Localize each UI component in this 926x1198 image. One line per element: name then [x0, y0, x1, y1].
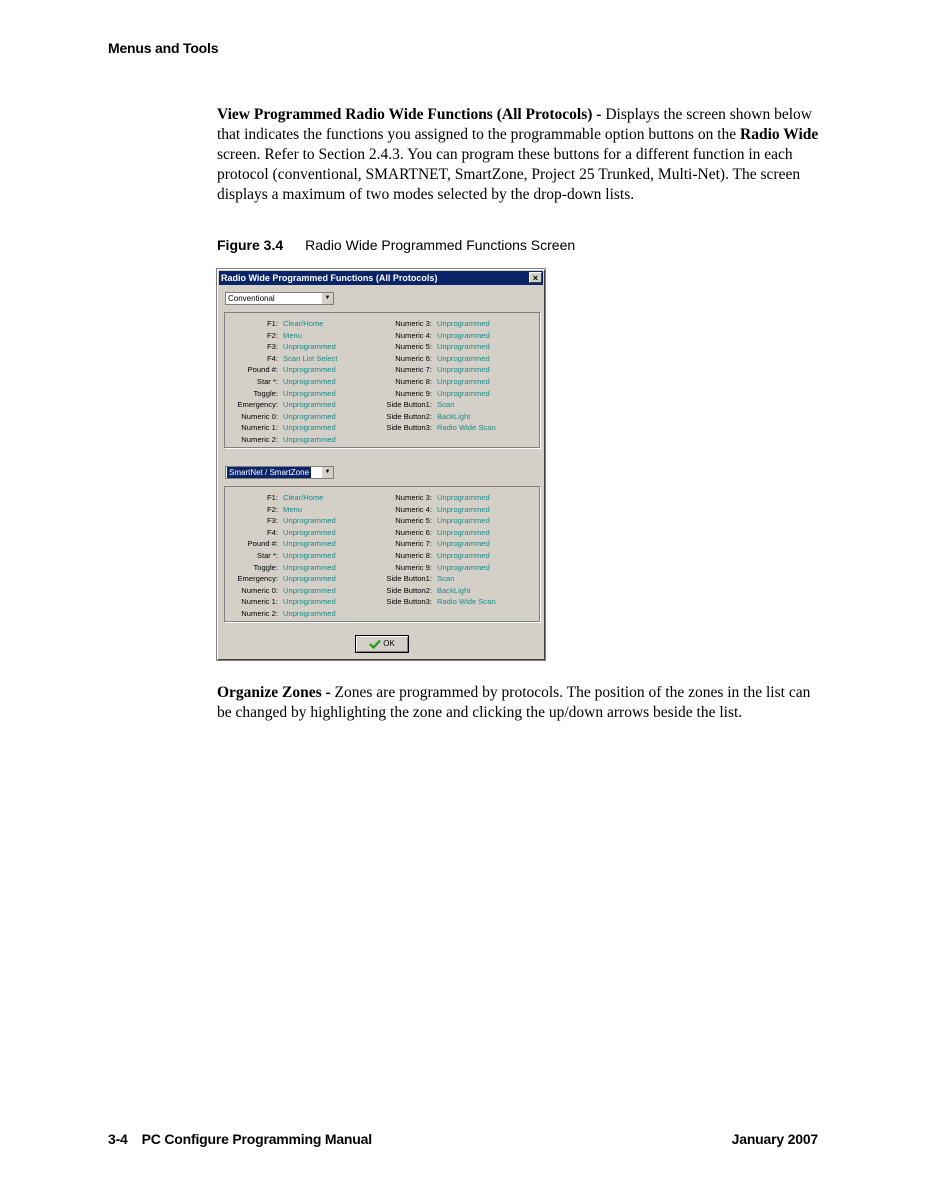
footer-left [108, 1131, 372, 1147]
function-row [373, 596, 496, 608]
function-value: Unprogrammed [283, 388, 336, 398]
function-value: Menu [283, 504, 302, 514]
function-label: F2: [267, 504, 278, 514]
function-row [373, 538, 496, 550]
function-value: Unprogrammed [283, 516, 336, 526]
function-row [373, 550, 496, 562]
function-label: Numeric 5: [395, 516, 432, 526]
function-row [373, 562, 496, 574]
function-label: Emergency: [237, 400, 278, 410]
function-label: Numeric 4: [395, 330, 432, 340]
function-value: Radio Wide Scan [437, 423, 496, 433]
function-label: F4: [267, 527, 278, 537]
paragraph-bold-term: Radio Wide [740, 126, 819, 143]
function-value: Unprogrammed [283, 365, 336, 375]
functions-column-left [225, 492, 336, 620]
paragraph-view-functions [217, 105, 821, 205]
function-label: Pound #: [247, 365, 278, 375]
function-label: Toggle: [253, 388, 278, 398]
function-row [225, 411, 337, 423]
function-value: Unprogrammed [437, 539, 490, 549]
function-row [373, 353, 496, 365]
function-label: F1: [267, 319, 278, 328]
function-row [225, 538, 336, 550]
ok-button-label: OK [383, 639, 395, 648]
footer-date: January 2007 [731, 1131, 818, 1147]
function-value: BackLight [437, 411, 471, 421]
function-label: Emergency: [237, 574, 278, 584]
function-value: Unprogrammed [437, 376, 490, 386]
function-label: Numeric 5: [395, 342, 432, 352]
function-value: Unprogrammed [283, 608, 336, 618]
function-label: Numeric 1: [241, 423, 278, 433]
ok-button[interactable] [355, 635, 409, 653]
function-value: Unprogrammed [437, 319, 490, 328]
function-label: Numeric 7: [395, 365, 432, 375]
function-row [373, 330, 496, 342]
function-value: Unprogrammed [437, 388, 490, 398]
close-icon[interactable]: × [529, 272, 542, 283]
function-row [225, 353, 337, 365]
function-label: Pound #: [247, 539, 278, 549]
function-label: Numeric 3: [395, 319, 432, 328]
function-value: Unprogrammed [283, 423, 336, 433]
function-row [225, 573, 336, 585]
function-label: Numeric 4: [395, 504, 432, 514]
function-label: Numeric 9: [395, 388, 432, 398]
function-row [373, 364, 496, 376]
function-value: Unprogrammed [283, 342, 336, 352]
function-row [225, 608, 336, 620]
function-row [225, 399, 337, 411]
function-value: Unprogrammed [283, 411, 336, 421]
function-value: Scan List Select [283, 353, 338, 363]
function-label: Side Button2: [386, 411, 432, 421]
function-row [225, 596, 336, 608]
function-row [225, 504, 336, 516]
protocol-select-value: SmartNet / SmartZone [229, 468, 310, 477]
function-value: Unprogrammed [437, 562, 490, 572]
paragraph-text: screen. Refer to Section 2.4.3. You can program these buttons for a different function in each protocol (conventional, SMARTNET, SmartZone, Project 25 Trunked, Multi-Net). The screen displays a maximum of two modes selected by the drop-down lists. [217, 146, 801, 203]
function-row [373, 492, 496, 504]
function-row [373, 422, 496, 434]
function-label: Numeric 8: [395, 550, 432, 560]
function-value: Scan [437, 574, 455, 584]
function-value: Clear/Home [283, 493, 324, 502]
function-row [373, 376, 496, 388]
function-value: Unprogrammed [437, 330, 490, 340]
function-label: Numeric 6: [395, 527, 432, 537]
function-row [225, 318, 337, 330]
function-row [225, 550, 336, 562]
function-label: Numeric 1: [241, 597, 278, 607]
protocol-select-value: Conventional [228, 294, 275, 303]
function-value: Unprogrammed [283, 539, 336, 549]
function-label: Numeric 2: [241, 608, 278, 618]
function-row [225, 515, 336, 527]
function-value: Unprogrammed [283, 585, 336, 595]
function-label: Side Button1: [386, 400, 432, 410]
function-row [373, 515, 496, 527]
function-value: Scan [437, 400, 455, 410]
function-row [373, 504, 496, 516]
function-row [373, 399, 496, 411]
function-value: Unprogrammed [437, 342, 490, 352]
function-value: BackLight [437, 585, 471, 595]
function-label: Side Button2: [386, 585, 432, 595]
function-label: Side Button3: [386, 597, 432, 607]
function-value: Unprogrammed [437, 550, 490, 560]
function-value: Unprogrammed [283, 597, 336, 607]
function-value: Unprogrammed [283, 376, 336, 386]
function-row [373, 341, 496, 353]
paragraph-heading: Organize Zones - [217, 684, 331, 701]
function-label: Toggle: [253, 562, 278, 572]
function-row [225, 434, 337, 446]
function-value: Unprogrammed [437, 516, 490, 526]
function-label: Side Button3: [386, 423, 432, 433]
function-row [225, 330, 337, 342]
function-label: F4: [267, 353, 278, 363]
manual-title: PC Configure Programming Manual [141, 1131, 372, 1147]
function-row [225, 562, 336, 574]
function-row [373, 411, 496, 423]
functions-panel-2 [224, 486, 540, 622]
function-value: Unprogrammed [283, 527, 336, 537]
function-label: Star *: [256, 376, 278, 386]
protocol-select-1[interactable] [225, 292, 334, 305]
function-label: Numeric 7: [395, 539, 432, 549]
function-row [225, 364, 337, 376]
functions-panel-1 [224, 312, 540, 448]
paragraph-text: Zones are programmed by protocols. The position of the zones in the list can be changed by highlighting the zone and clicking the up/down arrows beside the list. [217, 684, 811, 721]
function-row [373, 318, 496, 330]
functions-column-right [373, 318, 496, 434]
function-row [373, 585, 496, 597]
chevron-down-icon[interactable]: ▼ [321, 293, 333, 304]
function-row [373, 573, 496, 585]
function-value: Menu [283, 330, 302, 340]
function-value: Unprogrammed [283, 550, 336, 560]
function-row [373, 527, 496, 539]
function-label: F3: [267, 516, 278, 526]
function-label: Side Button1: [386, 574, 432, 584]
function-value: Clear/Home [283, 319, 324, 328]
function-label: Numeric 0: [241, 585, 278, 595]
function-label: F3: [267, 342, 278, 352]
function-value: Unprogrammed [283, 434, 336, 444]
dialog-titlebar [219, 271, 543, 285]
function-row [225, 585, 336, 597]
function-row [225, 341, 337, 353]
function-row [225, 492, 336, 504]
running-header: Menus and Tools [108, 40, 219, 56]
function-value: Radio Wide Scan [437, 597, 496, 607]
function-label: F2: [267, 330, 278, 340]
function-row [225, 422, 337, 434]
paragraph-organize-zones [217, 683, 821, 723]
function-value: Unprogrammed [283, 400, 336, 410]
function-label: Numeric 9: [395, 562, 432, 572]
function-label: Numeric 0: [241, 411, 278, 421]
check-icon [369, 639, 381, 649]
function-label: Numeric 8: [395, 376, 432, 386]
figure-number: Figure 3.4 [217, 237, 284, 253]
dialog-title: Radio Wide Programmed Functions (All Protocols) [221, 273, 438, 283]
functions-column-left [225, 318, 337, 446]
radio-wide-functions-dialog [216, 268, 546, 661]
paragraph-text: Displays the screen shown below that indicates the functions you assigned to the programmable option buttons on the [217, 106, 812, 143]
figure-title: Radio Wide Programmed Functions Screen [305, 237, 576, 253]
function-value: Unprogrammed [437, 527, 490, 537]
page-number: 3-4 [108, 1131, 128, 1147]
function-value: Unprogrammed [283, 574, 336, 584]
paragraph-heading: View Programmed Radio Wide Functions (All Protocols) - [217, 106, 602, 123]
function-row [225, 376, 337, 388]
function-label: Numeric 2: [241, 434, 278, 444]
function-value: Unprogrammed [437, 353, 490, 363]
function-row [225, 527, 336, 539]
function-label: Star *: [256, 550, 278, 560]
functions-column-right [373, 492, 496, 608]
figure-caption [217, 237, 575, 253]
function-value: Unprogrammed [283, 562, 336, 572]
function-label: Numeric 3: [395, 493, 432, 502]
chevron-down-icon[interactable]: ▼ [321, 467, 333, 478]
function-row [373, 388, 496, 400]
function-label: Numeric 6: [395, 353, 432, 363]
function-label: F1: [267, 493, 278, 502]
protocol-select-2[interactable] [225, 466, 334, 479]
function-value: Unprogrammed [437, 493, 490, 502]
function-value: Unprogrammed [437, 504, 490, 514]
function-row [225, 388, 337, 400]
function-value: Unprogrammed [437, 365, 490, 375]
